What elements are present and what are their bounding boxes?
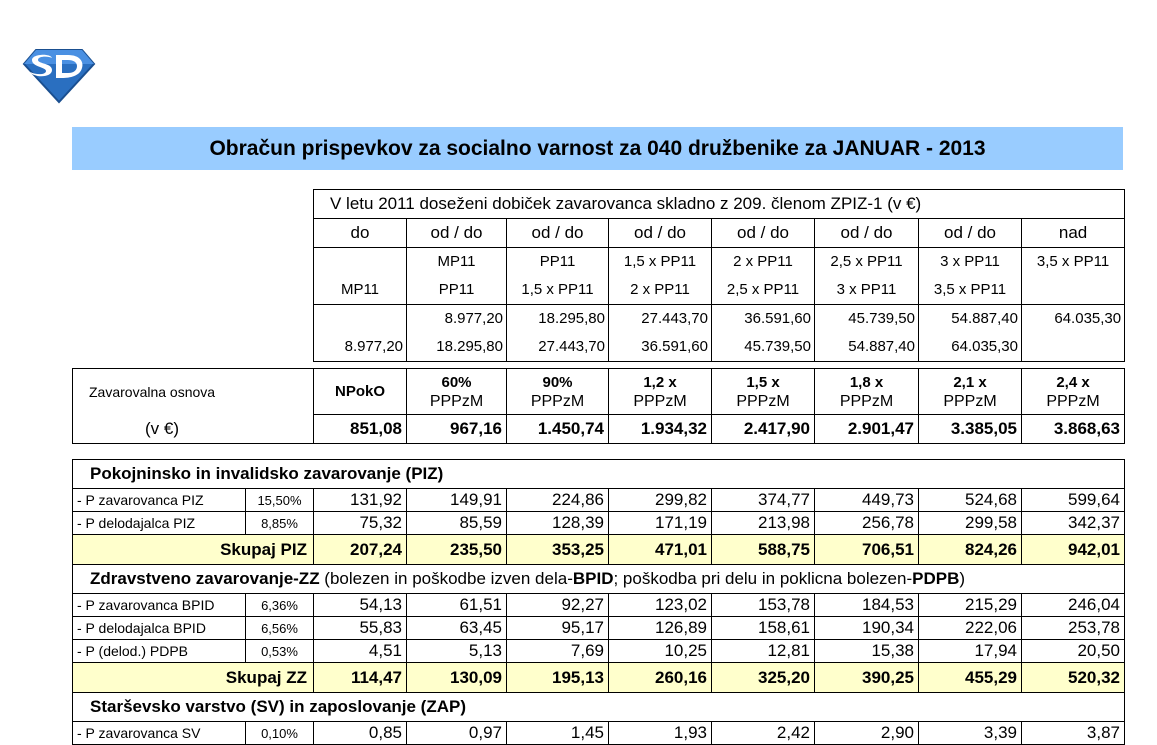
range-label-to: MP11 (340, 281, 380, 298)
total-value: 824,26 (919, 535, 1022, 565)
range-label-from: MP11 (437, 253, 476, 270)
range-col-header: nad (1022, 219, 1125, 248)
row-rate: 15,50% (246, 489, 314, 512)
base-multiplier (712, 369, 815, 415)
row-value: 171,19 (609, 512, 712, 535)
row-value: 299,82 (609, 489, 712, 512)
range-label-to: 2 x PP11 (630, 281, 690, 298)
row-value: 599,64 (1022, 489, 1125, 512)
row-value: 213,98 (712, 512, 815, 535)
base-first: NPokO (314, 369, 407, 415)
range-col-header: od / do (609, 219, 712, 248)
range-value (815, 305, 919, 362)
base-value: 967,16 (407, 415, 507, 444)
range-value-from (317, 307, 403, 331)
row-rate: 8,85% (246, 512, 314, 535)
range-value-from: 45.739,50 (848, 310, 915, 327)
total-value: 942,01 (1022, 535, 1125, 565)
row-label: - P (delod.) PDPB (73, 640, 246, 663)
section-zz (73, 565, 1125, 594)
base-multiplier-factor: 2,4 x (1056, 373, 1090, 391)
row-value: 95,17 (507, 617, 609, 640)
base-value: 1.934,32 (609, 415, 712, 444)
base-multiplier-factor: 1,2 x (643, 373, 677, 391)
base-label: Zavarovalna osnova (73, 369, 314, 415)
section-title-part: (bolezen in poškodbe izven dela- (319, 569, 573, 588)
total-value: 235,50 (407, 535, 507, 565)
range-label (407, 248, 507, 305)
range-value-to (1025, 335, 1121, 359)
total-label: Skupaj ZZ (73, 663, 314, 693)
row-value: 75,32 (314, 512, 407, 535)
row-value: 7,69 (507, 640, 609, 663)
base-multiplier-factor: 1,8 x (849, 373, 884, 391)
insurance-base-table (72, 368, 1125, 444)
row-rate: 6,36% (246, 594, 314, 617)
range-value-to: 27.443,70 (538, 338, 605, 355)
base-unit: (v €) (73, 415, 314, 444)
row-value: 246,04 (1022, 594, 1125, 617)
row-value: 128,39 (507, 512, 609, 535)
range-value (919, 305, 1022, 362)
range-value (407, 305, 507, 362)
income-range-table (313, 189, 1125, 362)
section-title-part: ) (959, 569, 966, 588)
row-value: 153,78 (712, 594, 815, 617)
row-value: 256,78 (815, 512, 919, 535)
base-multiplier-unit: PPPzM (530, 392, 585, 410)
range-caption: V letu 2011 doseženi dobiček zavarovanca skladno z 209. členom ZPIZ-1 (v €) (314, 190, 1125, 219)
range-label-from: PP11 (539, 253, 576, 270)
row-value: 342,37 (1022, 512, 1125, 535)
base-multiplier-unit: PPPzM (839, 392, 894, 410)
range-value-to: 45.739,50 (744, 338, 811, 355)
row-value: 0,85 (314, 722, 407, 745)
range-col-header: od / do (919, 219, 1022, 248)
base-multiplier-unit: PPPzM (943, 392, 997, 410)
base-multiplier (407, 369, 507, 415)
section-sv-title (73, 693, 1125, 722)
range-label-from: 3 x PP11 (940, 253, 1000, 270)
range-label (919, 248, 1022, 305)
range-label-from: 1,5 x PP11 (623, 253, 697, 270)
base-multiplier (1022, 369, 1125, 415)
base-multiplier (919, 369, 1022, 415)
range-value-from: 36.591,60 (744, 310, 811, 327)
range-label (815, 248, 919, 305)
total-value: 114,47 (314, 663, 407, 693)
row-value: 215,29 (919, 594, 1022, 617)
base-value: 3.868,63 (1022, 415, 1125, 444)
range-label-to: 3 x PP11 (836, 281, 897, 298)
row-value: 158,61 (712, 617, 815, 640)
row-value: 253,78 (1022, 617, 1125, 640)
row-value: 123,02 (609, 594, 712, 617)
range-label-to: 1,5 x PP11 (521, 281, 594, 298)
row-value: 85,59 (407, 512, 507, 535)
range-label (712, 248, 815, 305)
total-value: 520,32 (1022, 663, 1125, 693)
row-value: 4,51 (314, 640, 407, 663)
total-value: 325,20 (712, 663, 815, 693)
section-title-part: BPID (572, 569, 614, 588)
total-value: 195,13 (507, 663, 609, 693)
total-value: 706,51 (815, 535, 919, 565)
base-value: 1.450,74 (507, 415, 609, 444)
row-rate: 6,56% (246, 617, 314, 640)
total-label: Skupaj PIZ (73, 535, 314, 565)
range-value (314, 305, 407, 362)
total-row (73, 535, 1125, 565)
range-col-header: od / do (507, 219, 609, 248)
row-label: - P delodajalca PIZ (73, 512, 246, 535)
row-value: 3,39 (919, 722, 1022, 745)
row-value: 222,06 (919, 617, 1022, 640)
row-value: 2,90 (815, 722, 919, 745)
base-value: 2.417,90 (712, 415, 815, 444)
range-label-from (317, 250, 403, 274)
range-value-from: 64.035,30 (1054, 310, 1122, 327)
base-multiplier-unit: PPPzM (1046, 392, 1100, 410)
section-zz-title (73, 565, 1125, 594)
range-label-to: PP11 (438, 281, 475, 298)
range-value (507, 305, 609, 362)
total-value: 455,29 (919, 663, 1022, 693)
range-value-from: 18.295,80 (538, 310, 605, 327)
total-value: 588,75 (712, 535, 815, 565)
section-sv (73, 693, 1125, 722)
total-row (73, 663, 1125, 693)
base-multiplier-factor: 60% (441, 373, 472, 391)
row-value: 374,77 (712, 489, 815, 512)
row-value: 63,45 (407, 617, 507, 640)
range-value (712, 305, 815, 362)
row-label: - P zavarovanca SV (73, 722, 246, 745)
table-row (73, 722, 1125, 745)
base-multiplier-unit: PPPzM (633, 392, 687, 410)
range-label-from: 3,5 x PP11 (1036, 253, 1110, 270)
base-multiplier-factor: 1,5 x (746, 373, 780, 391)
range-value-from: 54.887,40 (951, 310, 1018, 327)
range-label-from: 2,5 x PP11 (830, 253, 903, 270)
section-piz-title (73, 460, 1125, 489)
range-label-to (1025, 278, 1121, 302)
row-value: 1,93 (609, 722, 712, 745)
range-value-from: 8.977,20 (444, 310, 503, 327)
base-value: 2.901,47 (815, 415, 919, 444)
range-value (1022, 305, 1125, 362)
base-value: 3.385,05 (919, 415, 1022, 444)
contributions-table (72, 459, 1125, 745)
range-label (1022, 248, 1125, 305)
range-col-header: od / do (712, 219, 815, 248)
range-label-to: 3,5 x PP11 (933, 281, 1007, 298)
base-multiplier (815, 369, 919, 415)
base-multiplier-unit: PPPzM (429, 392, 484, 410)
row-value: 54,13 (314, 594, 407, 617)
range-col-header: od / do (815, 219, 919, 248)
row-value: 131,92 (314, 489, 407, 512)
range-label (507, 248, 609, 305)
range-value-to: 64.035,30 (951, 338, 1018, 355)
total-value: 471,01 (609, 535, 712, 565)
row-value: 10,25 (609, 640, 712, 663)
range-label-from: 2 x PP11 (733, 253, 793, 270)
row-value: 190,34 (815, 617, 919, 640)
section-title-part: ; poškodba pri delu in poklicna bolezen- (613, 569, 913, 588)
total-value: 390,25 (815, 663, 919, 693)
range-value-to: 36.591,60 (641, 338, 708, 355)
range-value-to: 18.295,80 (436, 338, 503, 355)
range-label-to: 2,5 x PP11 (726, 281, 800, 298)
range-value-to: 8.977,20 (344, 338, 403, 355)
range-label (609, 248, 712, 305)
row-value: 524,68 (919, 489, 1022, 512)
row-value: 55,83 (314, 617, 407, 640)
range-label (314, 248, 407, 305)
row-label: - P zavarovanca PIZ (73, 489, 246, 512)
section-piz (73, 460, 1125, 489)
row-value: 15,38 (815, 640, 919, 663)
row-value: 0,97 (407, 722, 507, 745)
section-title-part: Zdravstveno zavarovanje-ZZ (90, 569, 320, 588)
base-multiplier-factor: 90% (542, 373, 573, 391)
row-rate: 0,10% (246, 722, 314, 745)
range-col-header: od / do (407, 219, 507, 248)
range-value-from: 27.443,70 (641, 310, 708, 327)
row-value: 299,58 (919, 512, 1022, 535)
row-value: 149,91 (407, 489, 507, 512)
row-value: 61,51 (407, 594, 507, 617)
row-label: - P zavarovanca BPID (73, 594, 246, 617)
total-value: 130,09 (407, 663, 507, 693)
section-title-part: Pokojninsko in invalidsko zavarovanje (PIZ) (90, 464, 444, 483)
table-row (73, 512, 1125, 535)
row-value: 17,94 (919, 640, 1022, 663)
range-value-to: 54.887,40 (848, 338, 915, 355)
row-value: 92,27 (507, 594, 609, 617)
row-value: 184,53 (815, 594, 919, 617)
page-title: Obračun prispevkov za socialno varnost za 040 družbenike za JANUAR - 2013 (72, 127, 1123, 170)
row-value: 449,73 (815, 489, 919, 512)
row-value: 12,81 (712, 640, 815, 663)
row-label: - P delodajalca BPID (73, 617, 246, 640)
table-row (73, 617, 1125, 640)
section-title-part: Starševsko varstvo (SV) in zaposlovanje (ZAP) (90, 697, 467, 716)
range-value (609, 305, 712, 362)
base-multiplier (609, 369, 712, 415)
table-row (73, 640, 1125, 663)
base-value: 851,08 (314, 415, 407, 444)
base-multiplier-factor: 2,1 x (953, 373, 987, 391)
row-value: 20,50 (1022, 640, 1125, 663)
total-value: 353,25 (507, 535, 609, 565)
row-value: 1,45 (507, 722, 609, 745)
total-value: 260,16 (609, 663, 712, 693)
row-value: 126,89 (609, 617, 712, 640)
row-value: 3,87 (1022, 722, 1125, 745)
row-value: 5,13 (407, 640, 507, 663)
table-row (73, 489, 1125, 512)
section-title-part: PDPB (912, 569, 960, 588)
range-col-header: do (314, 219, 407, 248)
base-multiplier-unit: PPPzM (736, 392, 790, 410)
base-multiplier (507, 369, 609, 415)
total-value: 207,24 (314, 535, 407, 565)
company-logo (22, 46, 96, 104)
table-row (73, 594, 1125, 617)
row-value: 224,86 (507, 489, 609, 512)
row-value: 2,42 (712, 722, 815, 745)
row-rate: 0,53% (246, 640, 314, 663)
